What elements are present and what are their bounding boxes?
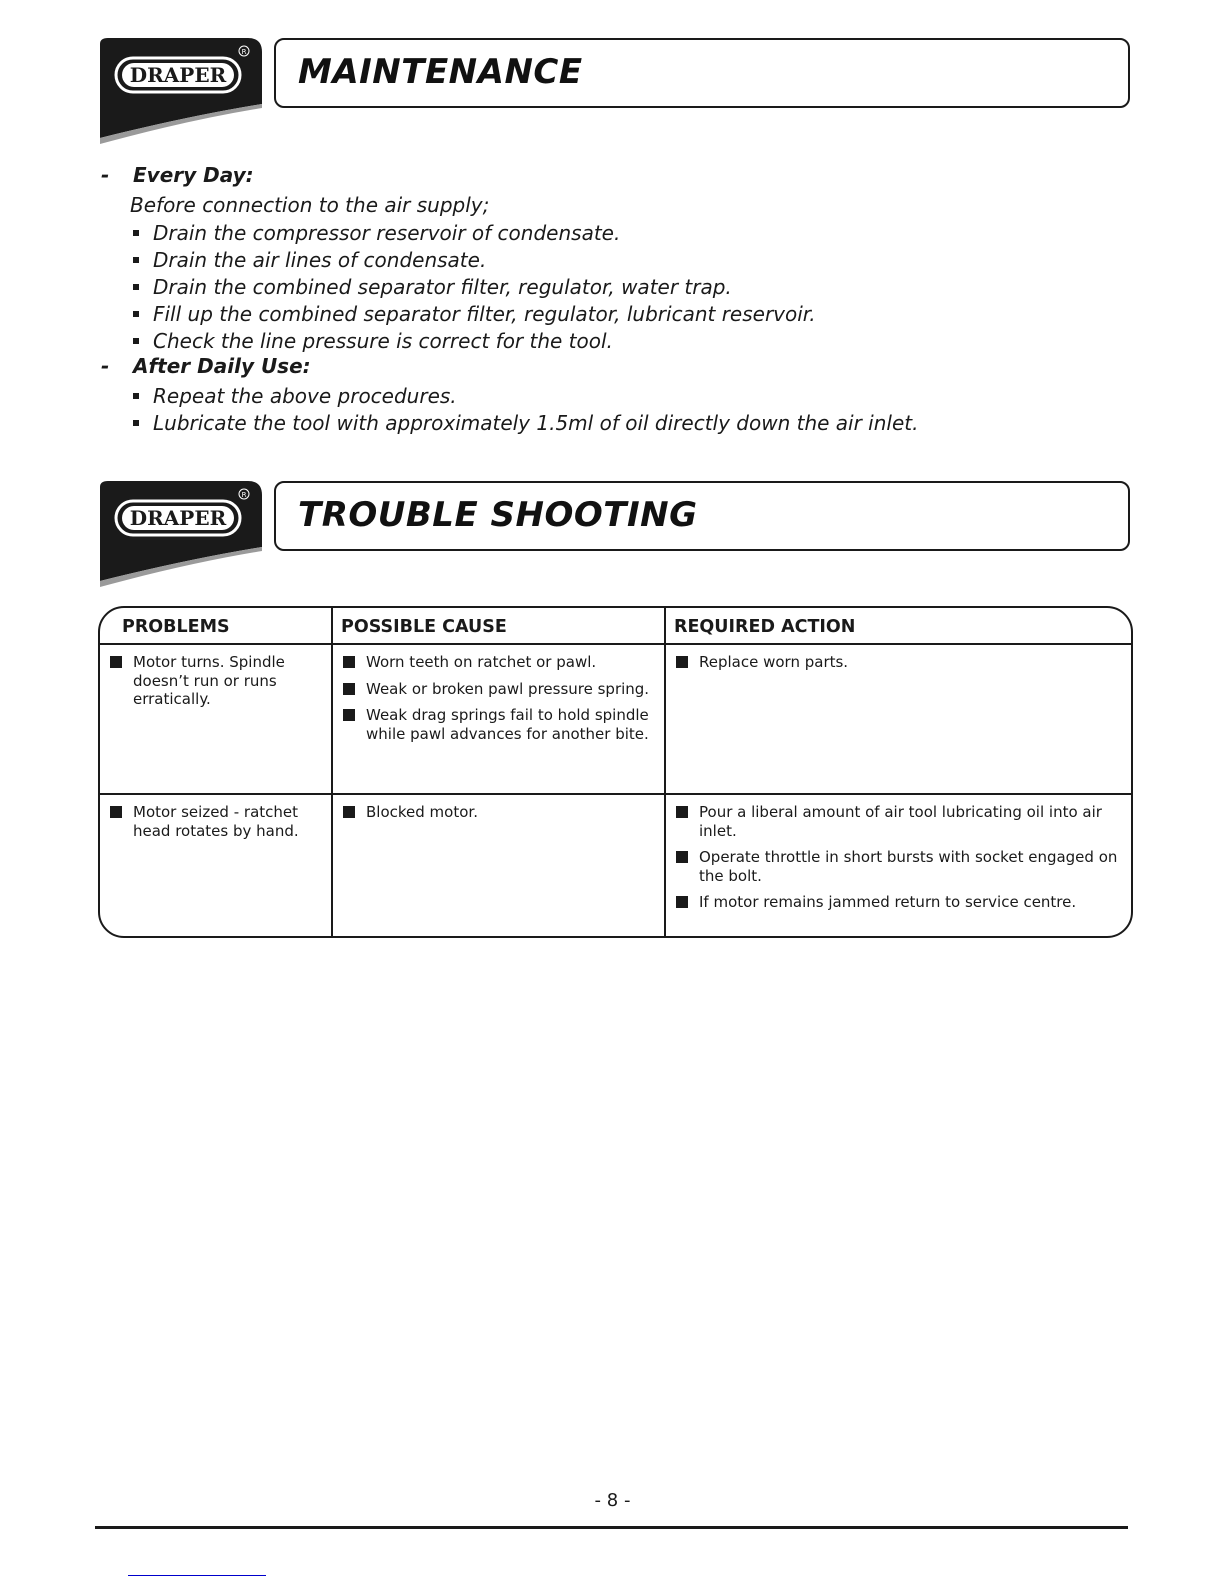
group-heading: Every Day: [133, 163, 254, 187]
bullet-icon [133, 393, 139, 399]
svg-text:DRAPER: DRAPER [129, 63, 227, 87]
column-header-possible-cause: POSSIBLE CAUSE [333, 608, 666, 645]
svg-text:R: R [241, 48, 247, 56]
bullet-icon [343, 709, 355, 721]
bullet-icon [133, 284, 139, 290]
bullet-icon [676, 896, 688, 908]
table-cell-problem [100, 795, 333, 938]
group-intro: Before connection to the air supply; [130, 193, 490, 217]
table-cell-action [666, 645, 1131, 795]
troubleshooting-table [98, 606, 1133, 938]
draper-logo [98, 38, 264, 148]
bullet-icon [133, 230, 139, 236]
bullet-icon [676, 851, 688, 863]
list-item: Drain the air lines of condensate. [98, 246, 1098, 273]
table-cell-cause [333, 795, 666, 938]
bullet-icon [110, 656, 122, 668]
list-item: Fill up the combined separator filter, regulator, lubricant reservoir. [98, 300, 1098, 327]
svg-text:DRAPER: DRAPER [129, 506, 227, 530]
bullet-icon [133, 420, 139, 426]
group-after-daily-use: - After Daily Use: [101, 354, 311, 378]
list-item: Repeat the above procedures. [98, 382, 1098, 409]
bullet-icon [343, 656, 355, 668]
maintenance-title-box [274, 38, 1130, 108]
list-item: Check the line pressure is correct for the tool. [98, 327, 1098, 354]
bullet-icon [133, 311, 139, 317]
bullet-icon [110, 806, 122, 818]
list-item: Blocked motor. [343, 803, 656, 822]
footer-divider [95, 1526, 1128, 1529]
troubleshooting-title-box [274, 481, 1130, 551]
bullet-icon [676, 656, 688, 668]
list-item: Pour a liberal amount of air tool lubricating oil into air inlet. [676, 803, 1123, 840]
list-item: If motor remains jammed return to service centre. [676, 893, 1123, 912]
footer-link-underline[interactable] [128, 1575, 266, 1576]
bullet-icon [676, 806, 688, 818]
list-item: Weak or broken pawl pressure spring. [343, 680, 656, 699]
maintenance-content [98, 163, 1098, 436]
list-item: Drain the compressor reservoir of condensate. [98, 219, 1098, 246]
list-item: Motor turns. Spindle doesn’t run or runs erratically. [110, 653, 323, 709]
list-item: Weak drag springs fail to hold spindle while pawl advances for another bite. [343, 706, 656, 743]
list-item: Operate throttle in short bursts with socket engaged on the bolt. [676, 848, 1123, 885]
bullet-icon [133, 338, 139, 344]
list-item: Motor seized - ratchet head rotates by hand. [110, 803, 323, 840]
column-header-problems: PROBLEMS [100, 608, 333, 645]
troubleshooting-title: TROUBLE SHOOTING [298, 495, 698, 535]
list-item: Worn teeth on ratchet or pawl. [343, 653, 656, 672]
table-cell-action [666, 795, 1131, 938]
table-cell-cause [333, 645, 666, 795]
maintenance-section-header [98, 38, 1133, 150]
list-item: Drain the combined separator filter, regulator, water trap. [98, 273, 1098, 300]
column-header-required-action: REQUIRED ACTION [666, 608, 1131, 645]
troubleshooting-section-header [98, 481, 1133, 593]
maintenance-title: MAINTENANCE [298, 52, 583, 92]
draper-logo [98, 481, 264, 591]
group-every-day: - Every Day: [101, 163, 254, 187]
bullet-icon [133, 257, 139, 263]
list-item: Lubricate the tool with approximately 1.5ml of oil directly down the air inlet. [98, 409, 1098, 436]
group-heading: After Daily Use: [133, 354, 311, 378]
bullet-icon [343, 683, 355, 695]
bullet-icon [343, 806, 355, 818]
table-cell-problem [100, 645, 333, 795]
svg-text:R: R [241, 491, 247, 499]
list-item: Replace worn parts. [676, 653, 1123, 672]
page-number: - 8 - [594, 1490, 631, 1511]
